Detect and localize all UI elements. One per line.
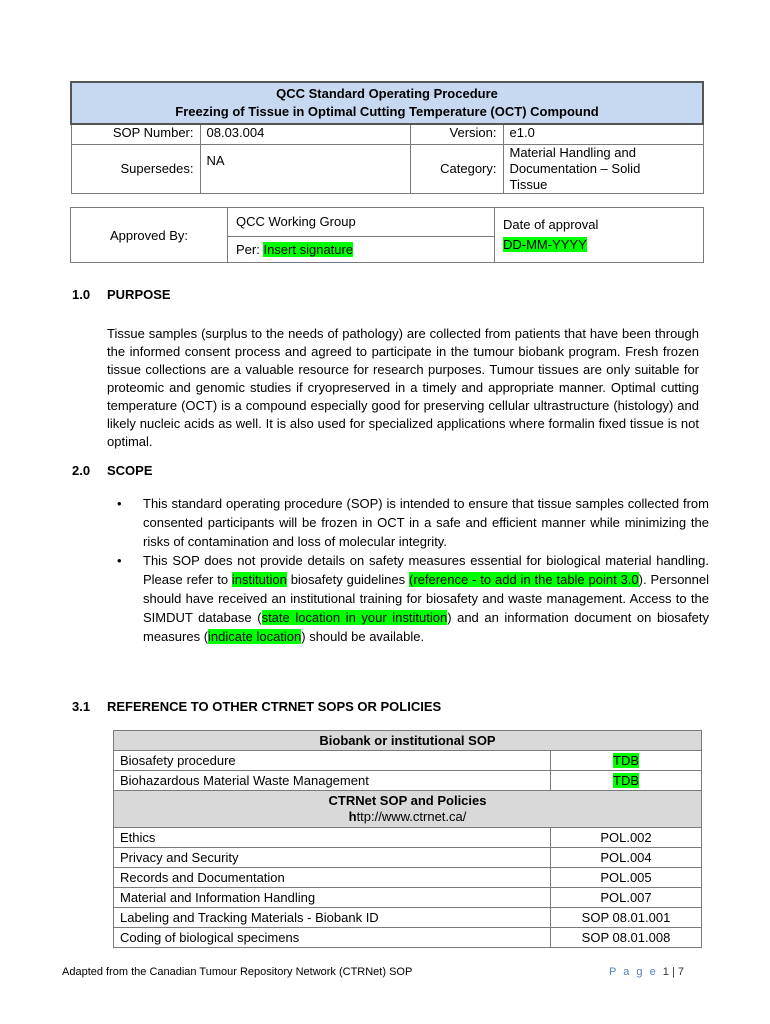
ref-name: Records and Documentation	[114, 868, 551, 888]
bullet-icon: •	[117, 553, 122, 568]
page-number: 1 | 7	[662, 966, 684, 978]
ref-code: POL.002	[551, 828, 702, 848]
approval-date: DD-MM-YYYY	[503, 237, 587, 252]
highlight-institution: institution	[231, 572, 287, 587]
per-label: Per:	[236, 241, 260, 257]
purpose-heading: PURPOSE	[107, 287, 171, 302]
footer-text: Adapted from the Canadian Tumour Repository Network (CTRNet) SOP	[62, 966, 413, 978]
page-label: P a g e	[609, 966, 658, 978]
version-label: Version:	[410, 124, 503, 144]
ref-name: Privacy and Security	[114, 848, 551, 868]
highlight-indicate-location: indicate location	[208, 629, 302, 644]
signature-placeholder: Insert signature	[263, 241, 354, 257]
ref-code: SOP 08.01.001	[551, 908, 702, 928]
group-header-ctrnet-title: CTRNet SOP and Policies	[328, 793, 487, 808]
signature-cell	[228, 236, 495, 262]
scope-bullet-1	[107, 494, 709, 551]
ref-name: Biohazardous Material Waste Management	[114, 771, 551, 791]
ref-name: Labeling and Tracking Materials - Biobank ID	[114, 908, 551, 928]
scope-bullet-2-text-1: This SOP does not provide details on safety measures essential for biological material handling. Please refer to	[143, 553, 709, 587]
approved-by-label: Approved By:	[71, 208, 228, 263]
ref-code: POL.004	[551, 848, 702, 868]
bullet-icon: •	[117, 496, 122, 511]
ref-name: Coding of biological specimens	[114, 928, 551, 948]
page-indicator	[609, 966, 684, 978]
category-label: Category:	[410, 144, 503, 193]
table-row	[114, 751, 702, 771]
sop-header-table	[70, 81, 704, 194]
sop-title	[71, 82, 703, 124]
reference-heading: REFERENCE TO OTHER CTRNET SOPS OR POLICIES	[107, 699, 442, 714]
scope-bullet-2-text-2: biosafety guidelines	[286, 572, 409, 587]
ref-name: Ethics	[114, 828, 551, 848]
supersedes-label: Supersedes:	[71, 144, 200, 193]
version: e1.0	[503, 124, 703, 144]
scope-bullet-2-text-3: ). Personnel should have received an institutional training for biosafety and waste management. Access to the SIMDUT database (	[143, 572, 709, 625]
sop-number: 08.03.004	[200, 124, 410, 144]
date-of-approval-label: Date of approval	[503, 217, 599, 232]
highlight-state-location: state location in your institution	[261, 610, 448, 625]
purpose-number: 1.0	[72, 287, 91, 302]
supersedes: NA	[200, 144, 410, 193]
ref-code: POL.005	[551, 868, 702, 888]
scope-bullet-2-text-5: ) should be available.	[301, 629, 425, 644]
table-row	[114, 868, 702, 888]
scope-list	[107, 494, 709, 646]
table-row	[114, 771, 702, 791]
scope-number: 2.0	[72, 463, 91, 478]
scope-bullet-2	[107, 551, 709, 646]
ref-code: POL.007	[551, 888, 702, 908]
ref-name: Biosafety procedure	[114, 751, 551, 771]
sop-title-line1: QCC Standard Operating Procedure	[276, 86, 498, 101]
category: Material Handling and Documentation – Solid Tissue	[503, 144, 703, 193]
highlight-reference: (reference - to add in the table point 3.0	[409, 572, 639, 587]
ref-code: SOP 08.01.008	[551, 928, 702, 948]
table-row	[114, 928, 702, 948]
scope-heading: SCOPE	[107, 463, 153, 478]
date-of-approval-cell	[495, 208, 704, 263]
table-row	[114, 888, 702, 908]
group-header-ctrnet	[114, 791, 702, 828]
group-header-biobank: Biobank or institutional SOP	[114, 731, 702, 751]
reference-number: 3.1	[72, 699, 91, 714]
approval-table	[70, 207, 704, 263]
table-row	[114, 828, 702, 848]
approving-group: QCC Working Group	[228, 208, 495, 237]
table-row	[114, 908, 702, 928]
sop-title-line2: Freezing of Tissue in Optimal Cutting Temperature (OCT) Compound	[175, 104, 599, 119]
table-row	[114, 848, 702, 868]
ref-code: TDB	[551, 771, 702, 791]
reference-table	[113, 730, 702, 948]
page-footer	[62, 966, 702, 978]
purpose-text: Tissue samples (surplus to the needs of pathology) are collected from patients that have been through the informed consent process and agreed to participate in the tumour biobank program. Fresh frozen tissue collections are a valuable resource for research purposes. Tumour tissues are only suitable for proteomic and genomic studies if cryopreserved in a timely and appropriate manner. Optimal cutting temperature (OCT) is a compound especially good for preserving cellular ultrastructure (histology) and likely nucleic acids as well. It is also used for specialized applications where formalin fixed tissue is not optimal.	[107, 326, 699, 449]
sop-number-label: SOP Number:	[71, 124, 200, 144]
ref-code: TDB	[551, 751, 702, 771]
scope-bullet-1-text: This standard operating procedure (SOP) is intended to ensure that tissue samples collected from consented participants will be frozen in OCT in a safe and efficient manner while minimizing the risks of contamination and loss of molecular integrity.	[143, 496, 709, 549]
scope-bullet-2-text-4: ) and an information document on biosafety measures (	[143, 610, 709, 644]
ref-name: Material and Information Handling	[114, 888, 551, 908]
ctrnet-url[interactable]: http://www.ctrnet.ca/	[348, 809, 467, 824]
